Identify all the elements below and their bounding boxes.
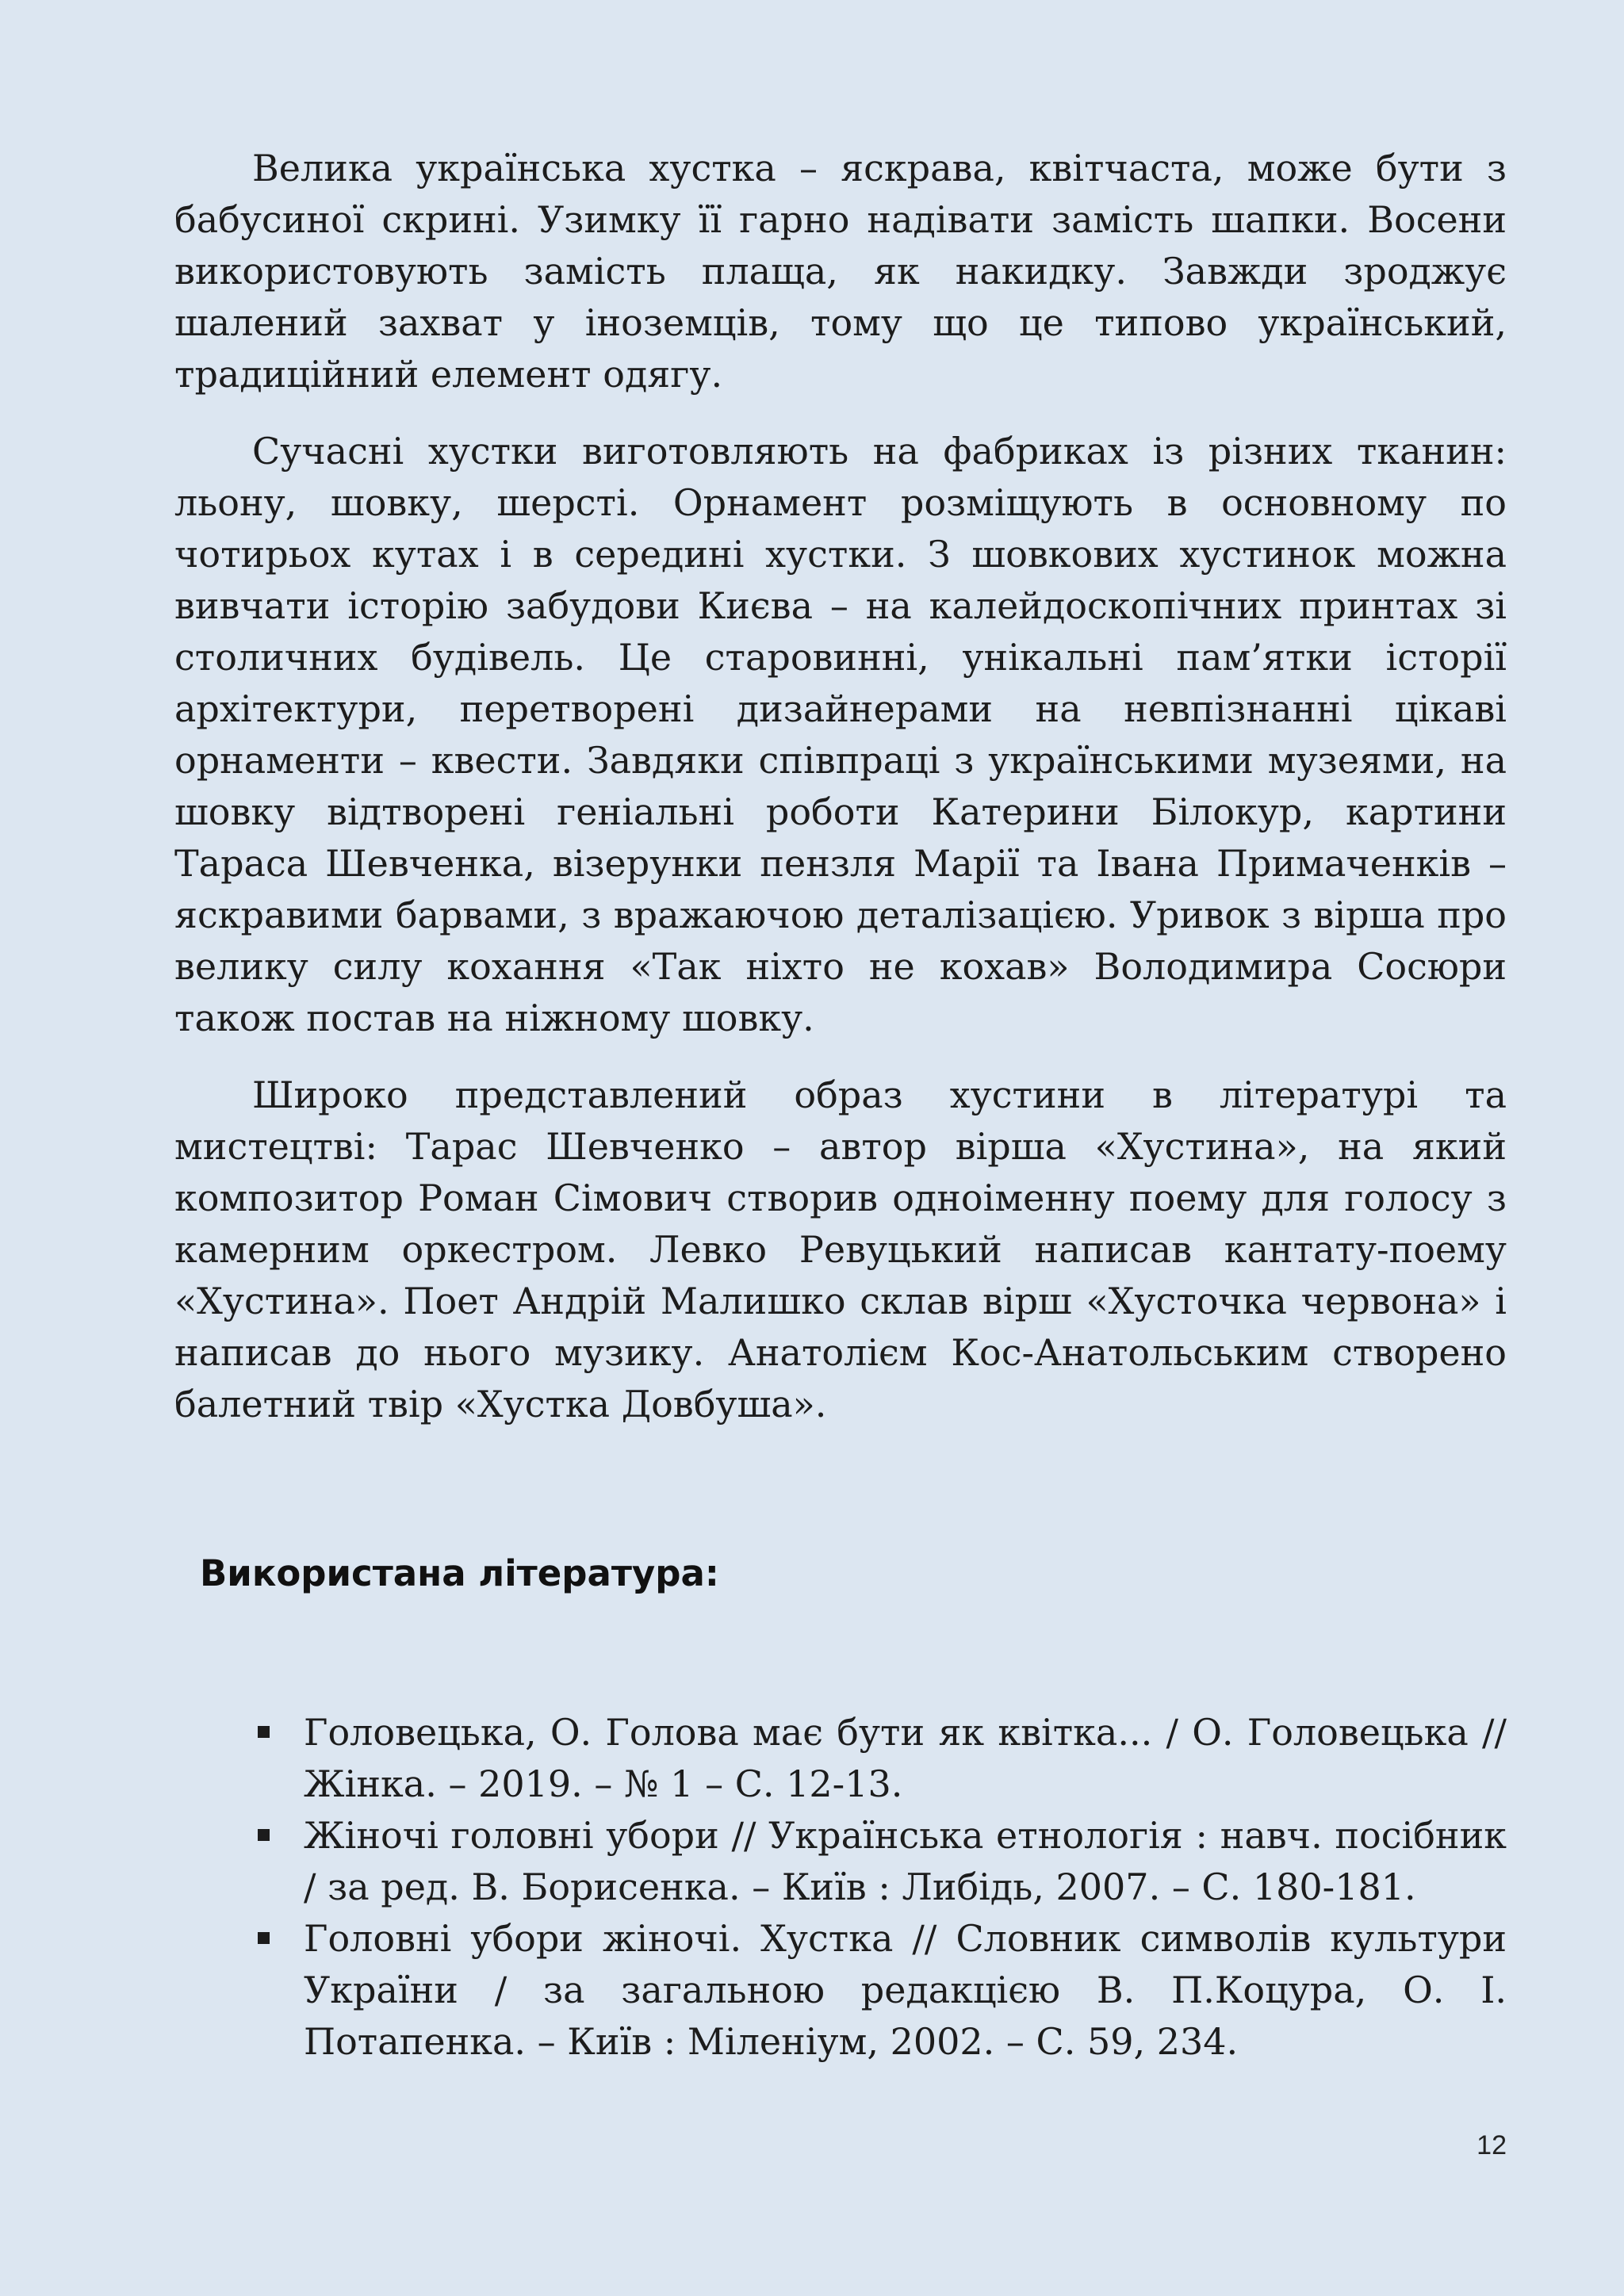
literature-item-text: Головні убори жіночі. Хустка // Словник символів культури України / за загальною редакцією В. П.Коцура, О. І. Потапенка. – Київ : Міленіум, 2002. – С. 59, 234.: [304, 1917, 1507, 2063]
paragraph-modern-headscarves: Сучасні хустки виготовляють на фабриках із різних тканин: льону, шовку, шерсті. Орнамент розміщують в основному по чотирьох кутах і в середині хустки. З шовкових хустинок можна вивчати історію забудови Києва – на калейдоскопічних принтах зі столичних будівель. Це старовинні, унікальні пам’ятки історії архітектури, перетворені дизайнерами на невпізнанні цікаві орнаменти – квести. Завдяки співпраці з українськими музеями, на шовку відтворені геніальні роботи Катерини Білокур, картини Тараса Шевченка, візерунки пензля Марії та Івана Примаченків – яскравими барвами, з вражаючою деталізацією. Уривок з вірша про велику силу кохання «Так ніхто не кохав» Володимира Сосюри також постав на ніжному шовку.: [174, 430, 1507, 1039]
literature-item: [258, 1810, 1507, 1913]
literature-item: [258, 1707, 1507, 1810]
document-body: [174, 143, 1507, 1430]
literature-item: [258, 1913, 1507, 2068]
square-bullet-icon: [258, 1829, 270, 1841]
literature-heading: Використана література:: [200, 1552, 719, 1594]
paragraph-headscarf-description: Велика українська хустка – яскрава, квітчаста, може бути з бабусиної скрині. Узимку її гарно надівати замість шапки. Восени використовують замість плаща, як накидку. Завжди зроджує шалений захват у іноземців, тому що це типово український, традиційний елемент одягу.: [174, 147, 1507, 396]
square-bullet-icon: [258, 1932, 270, 1944]
literature-item-text: Головецька, О. Голова має бути як квітка... / О. Головецька // Жінка. – 2019. – № 1 – С. 12-13.: [304, 1711, 1507, 1805]
literature-list: [258, 1707, 1507, 2068]
literature-item-text: Жіночі головні убори // Українська етнологія : навч. посібник / за ред. В. Борисенка. – Київ : Либідь, 2007. – С. 180-181.: [304, 1814, 1507, 1908]
page-number: 12: [1477, 2130, 1507, 2160]
square-bullet-icon: [258, 1726, 270, 1738]
paragraph-headscarf-in-art: Широко представлений образ хустини в літературі та мистецтві: Тарас Шевченко – автор вірша «Хустина», на який композитор Роман Сімович створив одноіменну поему для голосу з камерним оркестром. Левко Ревуцький написав кантату-поему «Хустина». Поет Андрій Малишко склав вірш «Хусточка червона» і написав до нього музику. Анатолієм Кос-Анатольським створено балетний твір «Хустка Довбуша».: [174, 1073, 1507, 1425]
